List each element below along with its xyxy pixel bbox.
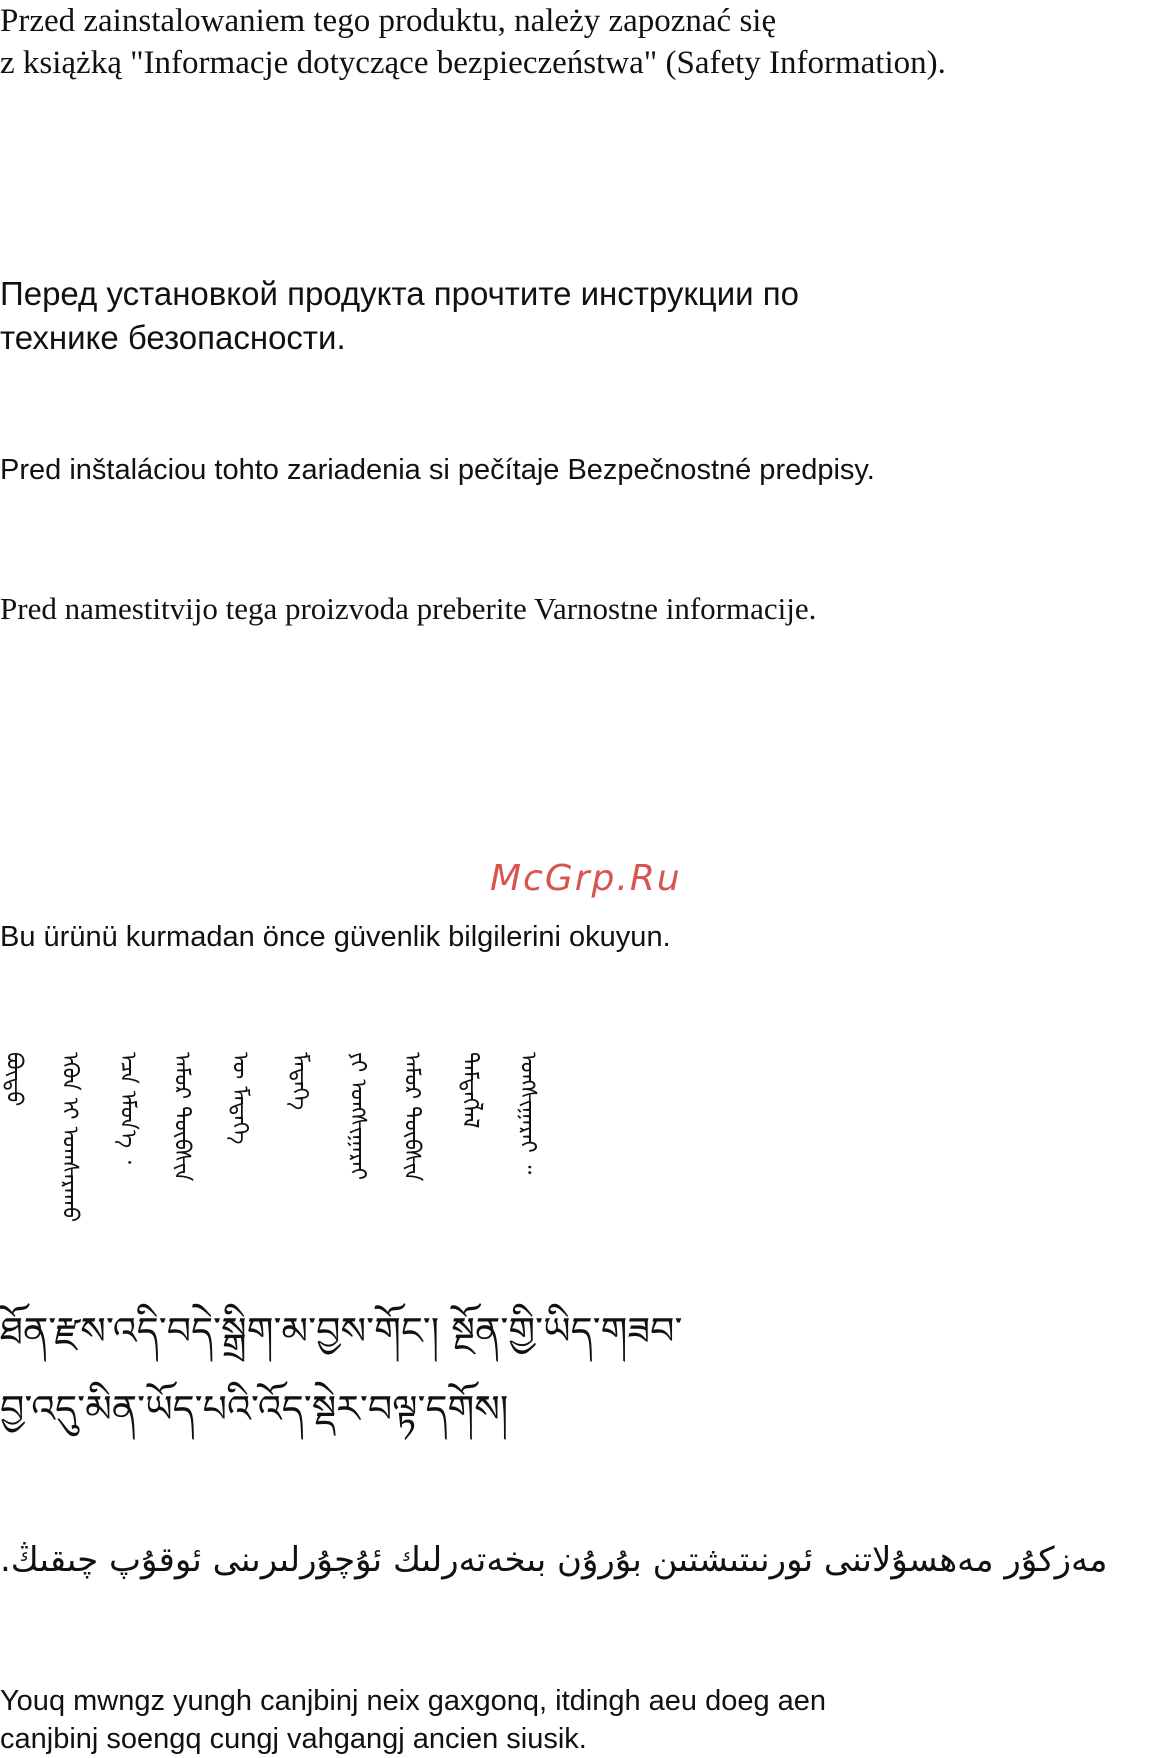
slovak-line-1: Pred inštaláciou tohto zariadenia si pečítaje Bezpečnostné predpisy. (0, 454, 875, 486)
polish-line-2: z książką "Informacje dotyczące bezpieczeństwa" (Safety Information). (0, 45, 946, 81)
mongolian-column: ᠪᠦᠲᠦ (1, 1052, 26, 1107)
mongolian-column: ᠮᠡᠳᠡᠭᠡ (287, 1052, 312, 1111)
slovak-notice (0, 452, 875, 488)
zhuang-line-1: Youq mwngz yungh canjbinj neix gaxgonq, itdingh aeu doeg aen (0, 1685, 827, 1717)
mongolian-notice (1, 1052, 602, 1223)
mongolian-column: ᠠᠮᠤᠷ ᠲᠦᠪᠰᠢᠨ (169, 1052, 194, 1182)
zhuang-notice (0, 1682, 826, 1758)
zhuang-line-2: canjbinj soengq cungj vahgangj ancien siusik. (0, 1723, 587, 1755)
tibetan-line-1: ཐོན་རྫས་འདི་བདེ་སྒྲིག་མ་བྱས་གོང་། སྔོན་གྱི་ཡིད་གཟབ་ (0, 1309, 683, 1353)
russian-line-1: Перед установкой продукта прочтите инструкции по (0, 275, 799, 312)
polish-notice (0, 0, 946, 84)
watermark-text: McGrp.Ru (490, 858, 682, 899)
turkish-notice (0, 919, 671, 955)
mongolian-column: ᠶᠢ ᠤᠩᠰᠢᠭᠠᠷᠠᠢ (345, 1052, 370, 1181)
slovenian-line-1: Pred namestitvijo tega proizvoda preberite Varnostne informacije. (0, 591, 817, 626)
turkish-line-1: Bu ürünü kurmadan önce güvenlik bilgilerini okuyun. (0, 921, 671, 953)
polish-line-1: Przed zainstalowaniem tego produktu, należy zapoznać się (0, 3, 777, 39)
mongolian-column: ᠠᠮᠤᠷ ᠲᠦᠪᠰᠢᠨ (399, 1052, 424, 1182)
uyghur-notice (0, 1538, 1167, 1582)
russian-notice (0, 272, 799, 360)
uyghur-line-1: مەزكۇر مەھسۇلاتنى ئورنىتىشتىن بۇرۇن بىخەتەرلىك ئۇچۇرلىرىنى ئوقۇپ چىقىڭ. (0, 1540, 1108, 1580)
russian-line-2: технике безопасности. (0, 319, 346, 356)
slovenian-notice (0, 590, 816, 628)
mongolian-column: ᠡᠴᠡ ᠡᠮᠦᠨ᠎ᠡ ᠂ (115, 1052, 140, 1164)
mongolian-column: ᠤᠩᠰᠢᠭᠠᠷᠠᠢ ᠃ (515, 1052, 540, 1175)
mongolian-column: ᠦ ᠮᠡᠳᠡᠭᠡ (227, 1052, 252, 1145)
tibetan-notice (0, 1292, 682, 1448)
mongolian-column: ᠡᠭᠦᠨ ᠢ ᠤᠭᠰᠠᠷᠠᠬᠤ (57, 1052, 82, 1223)
tibetan-line-2: བྱ་འདུ་མིན་ཡོད་པའི་འོད་སྡེར་བལྟ་དགོས། (0, 1387, 509, 1431)
mongolian-column: ᠲᠡᠮᠳᠡᠭᠯᠡᠯ (457, 1052, 482, 1129)
